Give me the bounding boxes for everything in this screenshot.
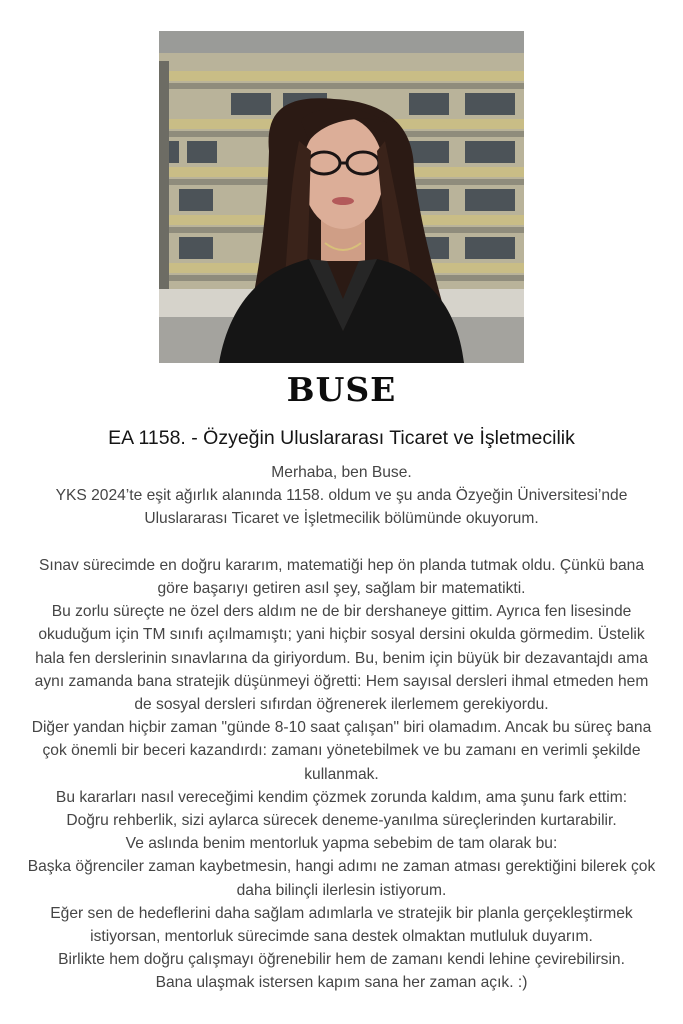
- bio-line: Bana ulaşmak istersen kapım sana her zaman açık. :): [155, 974, 528, 992]
- bio-line: çok önemli bir beceri kazandırdı: zamanı yönetebilmek ve bu zamanı en verimli şekilde: [42, 742, 641, 760]
- bio-line: Bu kararları nasıl vereceğimi kendim çözmek zorunda kaldım, ama şunu fark ettim:: [55, 788, 628, 806]
- bio-line: Doğru rehberlik, sizi aylarca sürecek deneme-yanılma süreçlerinden kurtarabilir.: [66, 812, 617, 830]
- bio-line: Uluslararası Ticaret ve İşletmecilik bölümünde okuyorum.: [144, 510, 539, 528]
- bio-line: hala fen derslerinin sınavlarına da giriyordum. Bu, benim için büyük bir dezavantajdı ama: [35, 649, 648, 667]
- bio-line: Başka öğrenciler zaman kaybetmesin, hangi adımı ne zaman atması gerektiğini bilerek çok: [27, 858, 656, 876]
- bio-line: Birlikte hem doğru çalışmayı öğrenebilir hem de zamanı kendi lehine çevirebilirsin.: [58, 951, 625, 969]
- bio-line: okuduğum için TM sınıfı açılmamıştı; yani hiçbir sosyal dersini okulda görmedim. Üstelik: [38, 626, 645, 644]
- bio-line: Diğer yandan hiçbir zaman "günde 8-10 saat çalışan" biri olamadım. Ancak bu süreç bana: [31, 719, 652, 737]
- bio-line: Ve aslında benim mentorluk yapma sebebim de tam olarak bu:: [125, 835, 558, 853]
- profile-name: BUSE: [286, 370, 397, 409]
- profile-subtitle: EA 1158. - Özyeğin Uluslararası Ticaret ve İşletmecilik: [108, 427, 575, 449]
- bio-line: Eğer sen de hedeflerini daha sağlam adımlarla ve stratejik bir planla gerçekleştirmek: [50, 904, 633, 922]
- bio-line: daha bilinçli ilerlesin istiyorum.: [236, 881, 447, 899]
- bio-line: Merhaba, ben Buse.: [271, 464, 412, 481]
- bio-blank-line: [8, 531, 675, 554]
- bio-line: göre başarıyı getiren asıl şey, sağlam bir matematikti.: [157, 580, 526, 597]
- bio-line: kullanmak.: [304, 765, 379, 783]
- bio-line: YKS 2024’te eşit ağırlık alanında 1158. oldum ve şu anda Özyeğin Üniversitesi’nde: [55, 487, 628, 505]
- profile-photo: [159, 31, 524, 363]
- bio-line: istiyorsan, mentorluk sürecimde sana destek olmaktan mutluluk duyarım.: [90, 928, 593, 946]
- bio-line: Bu zorlu süreçte ne özel ders aldım ne de bir dershaneye gittim. Ayrıca fen lisesinde: [51, 603, 632, 621]
- bio-line: aynı zamanda bana stratejik düşünmeyi öğretti: Hem sayısal dersleri ihmal etmeden hem: [34, 672, 649, 690]
- bio-text: [8, 461, 675, 995]
- bio-line: Sınav sürecimde en doğru kararım, matematiği hep ön planda tutmak oldu. Çünkü bana: [38, 556, 645, 574]
- bio-line: de sosyal dersleri sıfırdan öğrenerek ilerlemem gerekiyordu.: [134, 696, 549, 714]
